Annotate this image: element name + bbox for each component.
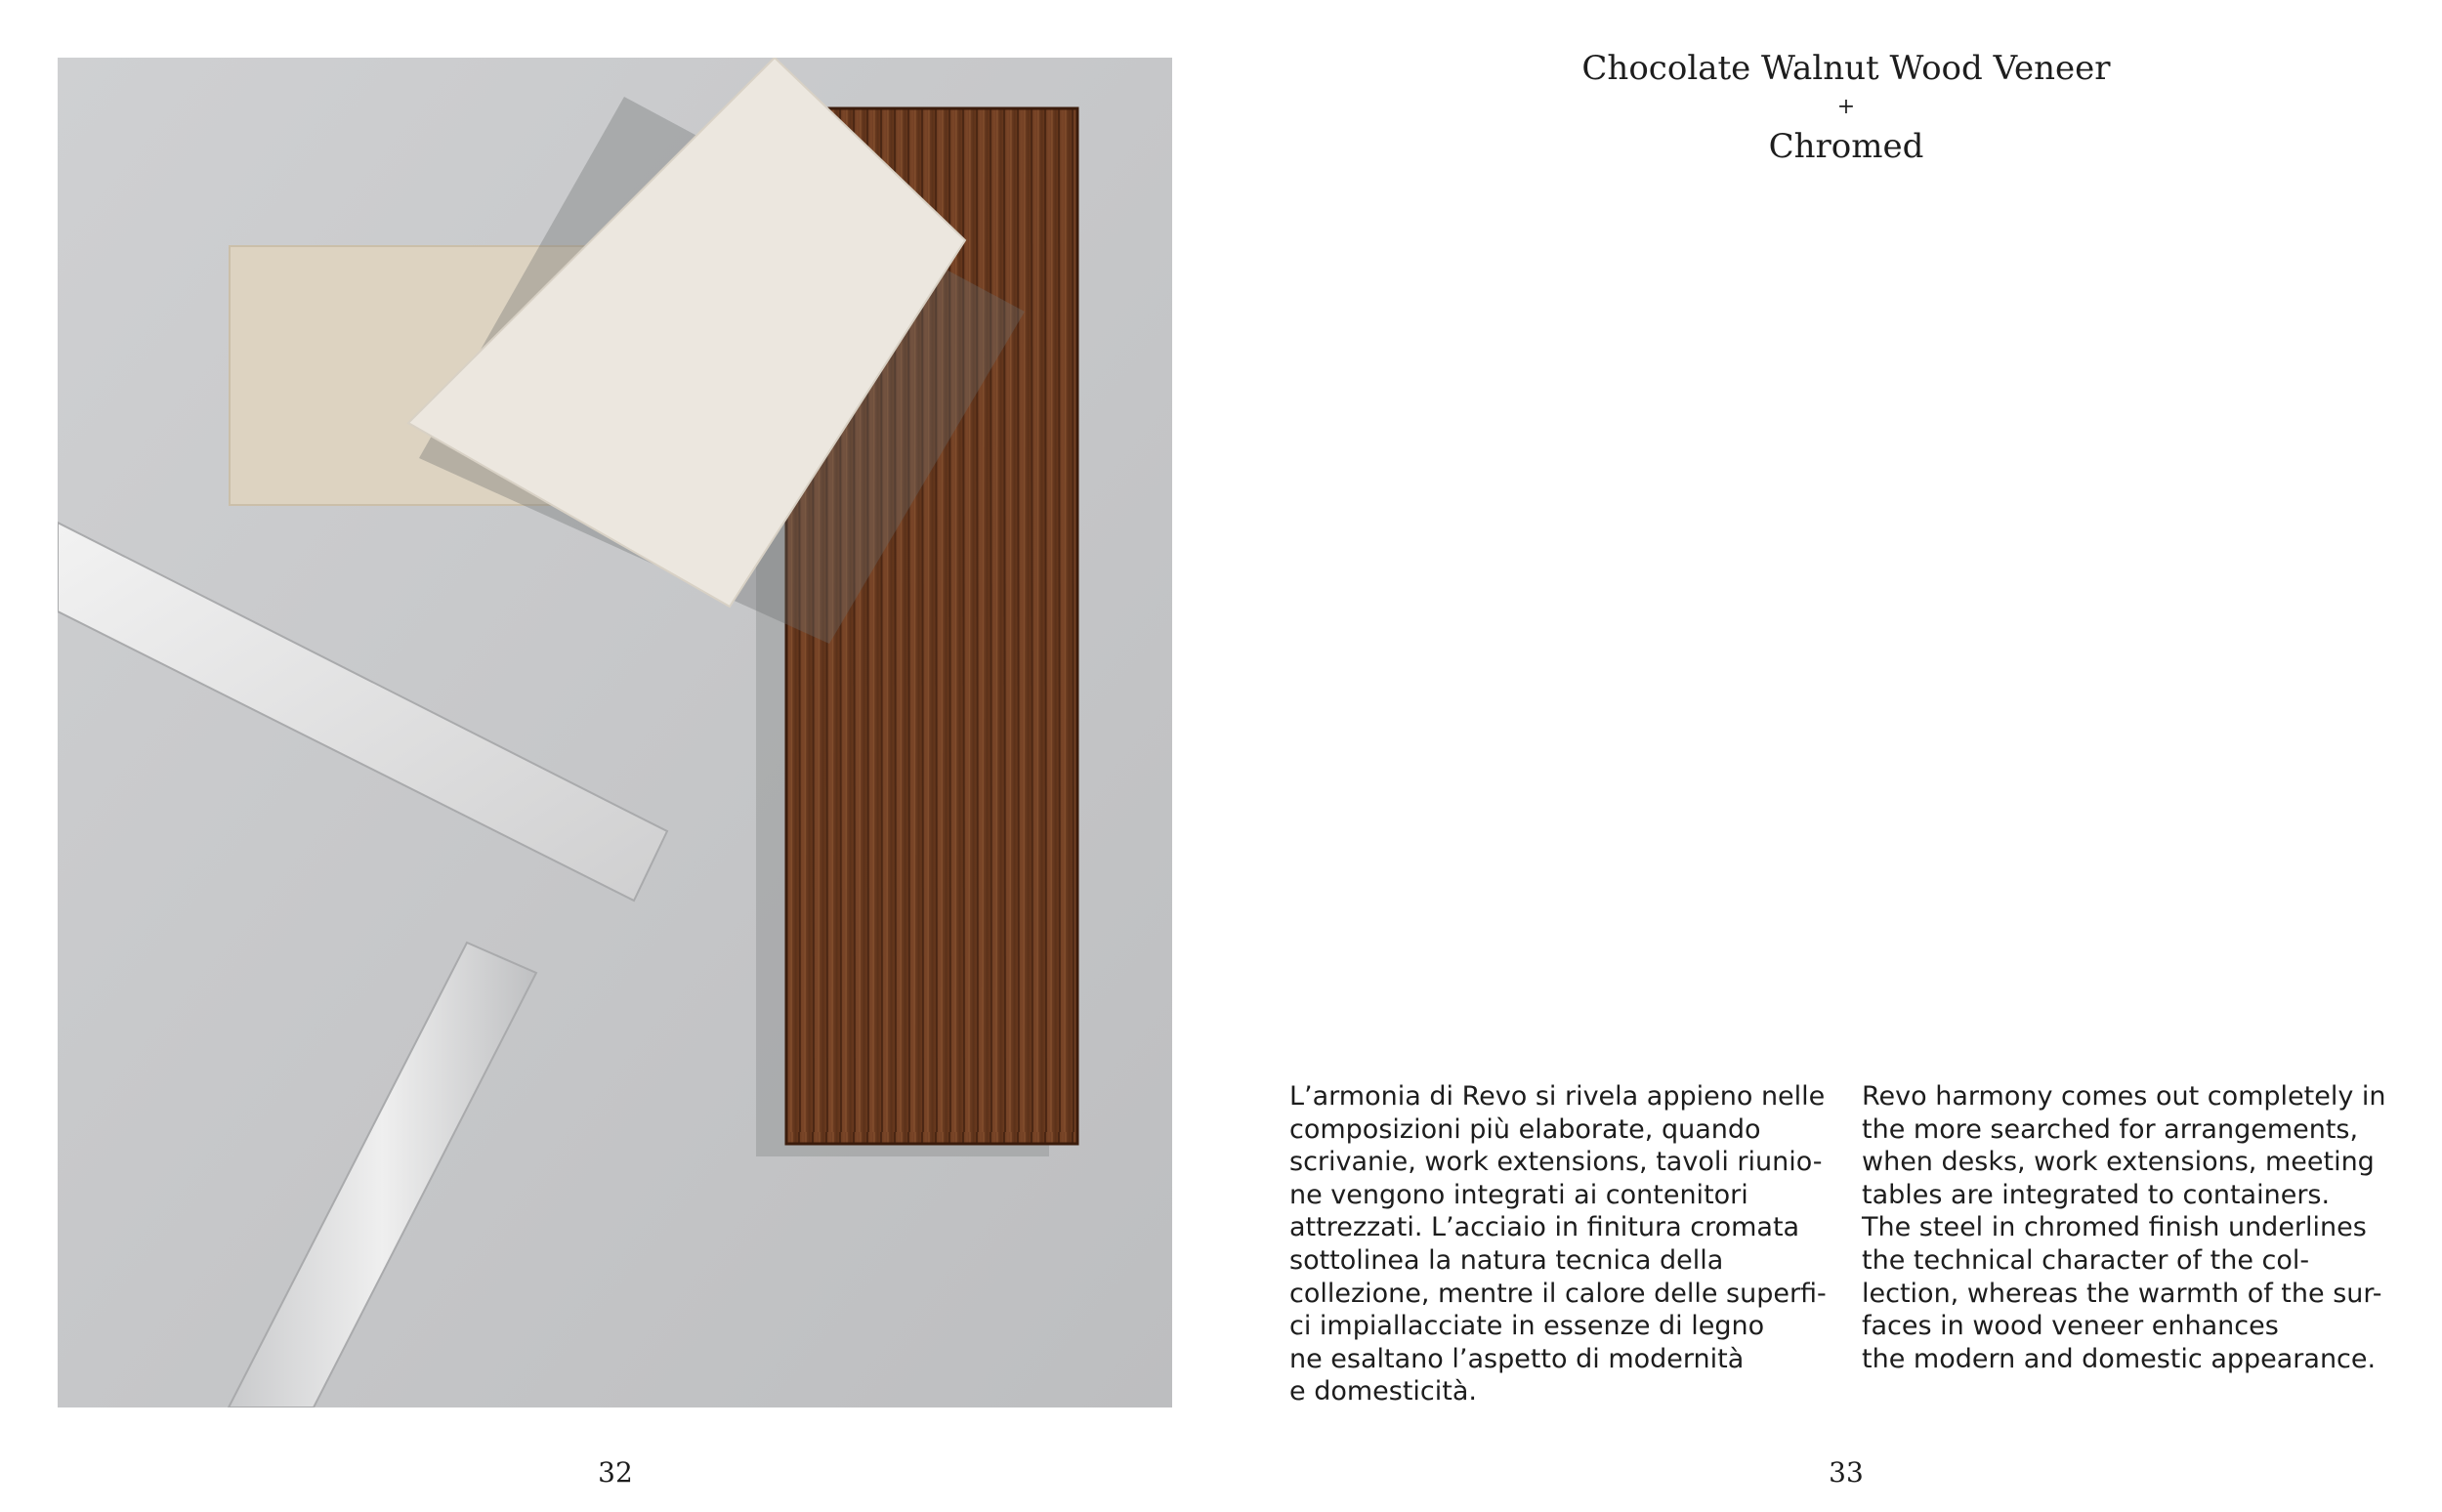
body-it-line: L’armonia di Revo si rivela appieno nelle [1289,1081,1826,1112]
body-text-english [1862,1080,2419,1375]
body-it-line: composizioni più elaborate, quando [1289,1113,1761,1145]
finish-title-line1: Chocolate Walnut Wood Veneer [1581,49,2111,88]
body-it-line: attrezzati. L’acciaio in finitura cromata [1289,1212,1800,1243]
body-en-line: faces in wood veneer enhances [1862,1311,2279,1342]
body-en-line: The steel in chromed finish underlines [1862,1212,2367,1243]
page-number-left: 32 [598,1456,633,1489]
material-samples-photo [58,58,1172,1407]
finish-title-plus: + [1836,95,1856,119]
body-it-line: collezione, mentre il calore delle superfi- [1289,1278,1827,1309]
body-en-line: the more searched for arrangements, [1862,1113,2359,1145]
body-en-line: the modern and domestic appearance. [1862,1343,2377,1374]
body-it-line: ne esaltano l’aspetto di modernità [1289,1343,1745,1374]
body-it-line: ne vengono integrati ai contenitori [1289,1179,1748,1210]
body-en-line: Revo harmony comes out completely in [1862,1081,2386,1112]
body-it-line: sottolinea la natura tecnica della [1289,1244,1724,1276]
body-it-line: scrivanie, work extensions, tavoli riunio- [1289,1147,1823,1178]
finish-title-line2: Chromed [1768,127,1924,166]
body-text-italian [1289,1080,1836,1408]
page-number-right: 33 [1829,1456,1864,1489]
body-it-line: ci impiallacciate in essenze di legno [1289,1311,1765,1342]
body-en-line: tables are integrated to containers. [1862,1179,2331,1210]
body-en-line: lection, whereas the warmth of the sur- [1862,1278,2382,1309]
body-en-line: when desks, work extensions, meeting [1862,1147,2375,1178]
body-it-line: e domesticità. [1289,1376,1477,1407]
finish-title [1270,49,2422,166]
body-en-line: the technical character of the col- [1862,1244,2310,1276]
